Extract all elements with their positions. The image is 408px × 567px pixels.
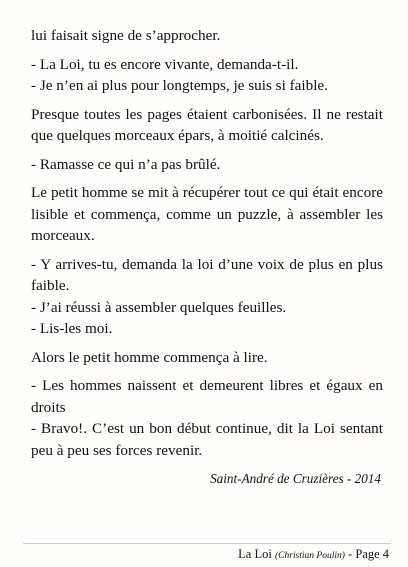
paragraph-opening: lui faisait signe de s’approcher. xyxy=(31,27,221,44)
footer-page-number: Page 4 xyxy=(355,547,389,561)
dialogue-group-3 xyxy=(31,375,383,461)
dialogue-line-3: - Ramasse ce qui n’a pas brûlé. xyxy=(31,155,221,173)
page-body xyxy=(31,25,383,488)
dialogue-line-1: - La Loi, tu es encore vivante, demanda-t-il. xyxy=(31,55,299,73)
dialogue-line-2: - Je n’en ai plus pour longtemps, je suis si faible. xyxy=(31,77,328,94)
dialogue-line-4: - Y arrives-tu, demanda la loi d’une voix de plus en plus faible. xyxy=(31,255,383,294)
footer-divider xyxy=(23,543,391,544)
footer-separator: - xyxy=(348,547,353,561)
paragraph-reading: Alors le petit homme commença à lire. xyxy=(31,348,268,366)
dialogue-line-5: - J’ai réussi à assembler quelques feuilles. xyxy=(31,298,287,316)
paragraph-puzzle: Le petit homme se mit à récupérer tout ce qui était encore lisible et commença, comme un puzzle, à assembler les morceaux. xyxy=(31,184,383,244)
dialogue-line-8: - Bravo!. C’est un bon début continue, dit la Loi sentant peu à peu ses forces revenir. xyxy=(31,420,383,459)
signature-place-date: Saint-André de Cruzières - 2014 xyxy=(210,471,381,486)
dialogue-line-7: - Les hommes naissent et demeurent libres et égaux en droits xyxy=(31,377,383,416)
page-footer xyxy=(238,546,389,564)
footer-author: (Christian Poulin) xyxy=(274,551,345,561)
footer-title: La Loi xyxy=(238,547,272,561)
paragraph-pages-burnt: Presque toutes les pages étaient carbonisées. Il ne restait que quelques morceaux épars, à moitié calcinés. xyxy=(31,105,383,144)
dialogue-group-2 xyxy=(31,254,383,340)
dialogue-group-1 xyxy=(31,54,383,97)
dialogue-line-6: - Lis-les moi. xyxy=(31,320,113,337)
